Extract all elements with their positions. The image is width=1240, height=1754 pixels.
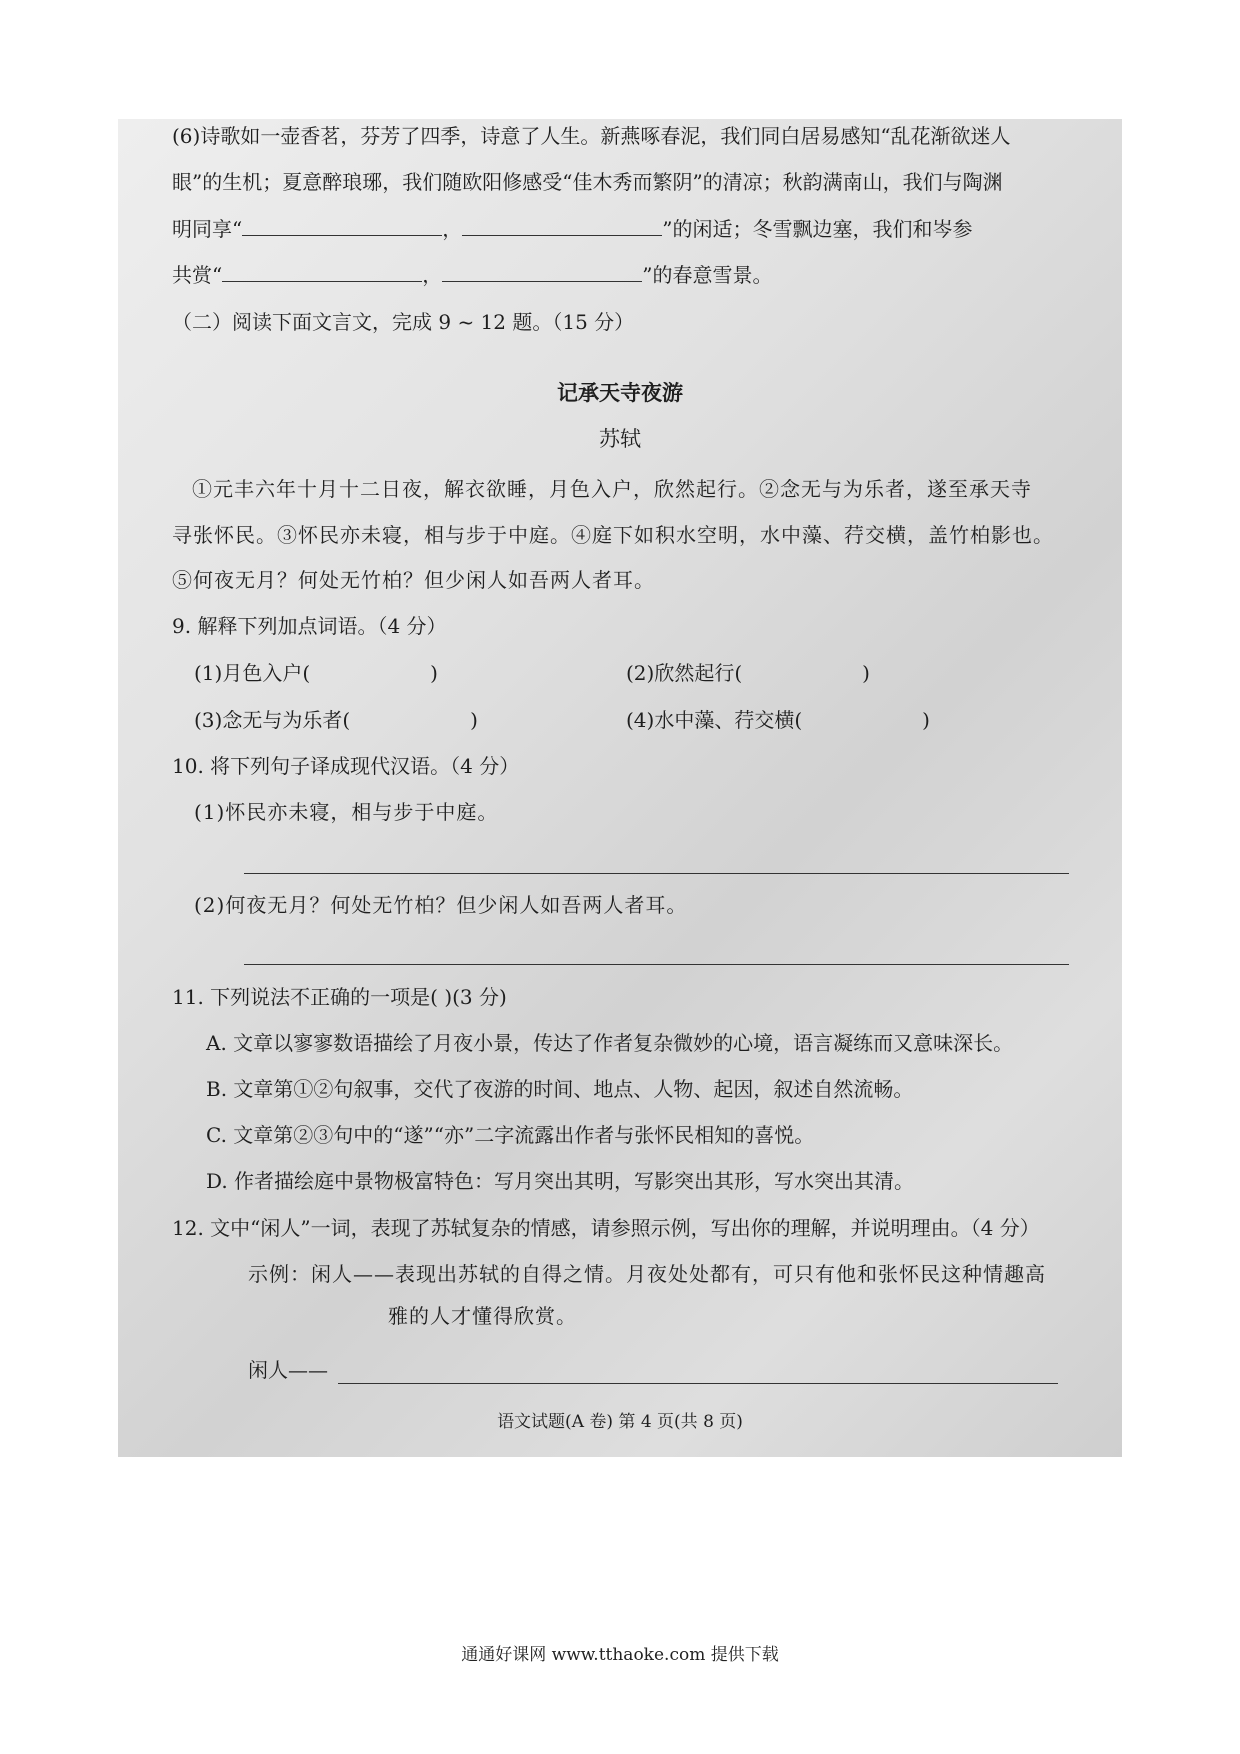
- q8-6-line4-sep: ，: [422, 263, 443, 287]
- section2-heading: （二）阅读下面文言文，完成 9 ~ 12 题。（15 分）: [172, 310, 635, 334]
- poem-blank-2[interactable]: [462, 215, 662, 236]
- q12-answer-label: 闲人——: [248, 1358, 328, 1382]
- scanned-exam-page: [118, 119, 1122, 1457]
- poem-blank-1[interactable]: [242, 215, 442, 236]
- q10-answer-line-1[interactable]: [244, 873, 1069, 874]
- q8-6-line4-suffix: ”的春意雪景。: [642, 263, 773, 287]
- q9-item-1: (1)月色入户( ): [194, 661, 438, 685]
- q8-6-line4: [172, 261, 772, 288]
- poem-blank-4[interactable]: [442, 261, 642, 282]
- q8-6-line3-suffix: ”的闲适；冬雪飘边塞，我们和岑参: [662, 217, 973, 241]
- passage-author: 苏轼: [599, 427, 641, 451]
- q9-item-4: (4)水中藻、荇交横( ): [626, 708, 930, 732]
- q8-6-line3: [172, 215, 972, 242]
- q11-option-c: C. 文章第②③句中的“遂”“亦”二字流露出作者与张怀民相知的喜悦。: [206, 1123, 815, 1147]
- passage-title: 记承天寺夜游: [557, 380, 683, 405]
- q10-stem: 10. 将下列句子译成现代汉语。（4 分）: [172, 754, 520, 778]
- q11-option-a: A. 文章以寥寥数语描绘了月夜小景，传达了作者复杂微妙的心境，语言凝练而又意味深长。: [206, 1031, 1014, 1055]
- download-credit: 通通好课网 www.tthaoke.com 提供下载: [461, 1645, 779, 1665]
- q12-stem: 12. 文中“闲人”一词，表现了苏轼复杂的情感，请参照示例，写出你的理解，并说明理由。（4 分）: [172, 1216, 1040, 1240]
- passage-line1: ①元丰六年十月十二日夜，解衣欲睡，月色入户，欣然起行。②念无与为乐者，遂至承天寺: [192, 477, 1032, 501]
- q8-6-line3-prefix: 明同享“: [172, 217, 243, 241]
- q10-sentence-1: (1)怀民亦未寝，相与步于中庭。: [194, 800, 499, 824]
- poem-blank-3[interactable]: [222, 261, 422, 282]
- q12-example-line1: 示例：闲人——表现出苏轼的自得之情。月夜处处都有，可只有他和张怀民这种情趣高: [248, 1262, 1046, 1286]
- q9-item-3: (3)念无与为乐者( ): [194, 708, 478, 732]
- page-footer: 语文试题(A 卷) 第 4 页(共 8 页): [497, 1412, 743, 1432]
- passage-line3: ⑤何夜无月？何处无竹柏？但少闲人如吾两人者耳。: [172, 568, 655, 592]
- q9-stem: 9. 解释下列加点词语。（4 分）: [172, 614, 447, 638]
- q8-6-line2: 眼”的生机；夏意醉琅琊，我们随欧阳修感受“佳木秀而繁阴”的清凉；秋韵满南山，我们与陶渊: [172, 170, 1003, 194]
- q10-sentence-2: (2)何夜无月？何处无竹柏？但少闲人如吾两人者耳。: [194, 893, 688, 917]
- q8-6-line3-sep: ，: [442, 217, 463, 241]
- q11-option-d: D. 作者描绘庭中景物极富特色：写月突出其明，写影突出其形，写水突出其清。: [206, 1169, 915, 1193]
- passage-line2: 寻张怀民。③怀民亦未寝，相与步于中庭。④庭下如积水空明，水中藻、荇交横，盖竹柏影也。: [172, 523, 1054, 547]
- q11-stem: 11. 下列说法不正确的一项是( )(3 分): [172, 985, 507, 1009]
- q12-example-line2: 雅的人才懂得欣赏。: [388, 1304, 577, 1328]
- q10-answer-line-2[interactable]: [244, 964, 1069, 965]
- q12-answer-line[interactable]: [338, 1383, 1058, 1384]
- q8-6-line1: (6)诗歌如一壶香茗，芬芳了四季，诗意了人生。新燕啄春泥，我们同白居易感知“乱花渐欲迷人: [172, 124, 1011, 148]
- q11-option-b: B. 文章第①②句叙事，交代了夜游的时间、地点、人物、起因，叙述自然流畅。: [206, 1077, 914, 1101]
- q8-6-line4-prefix: 共赏“: [172, 263, 223, 287]
- q9-item-2: (2)欣然起行( ): [626, 661, 870, 685]
